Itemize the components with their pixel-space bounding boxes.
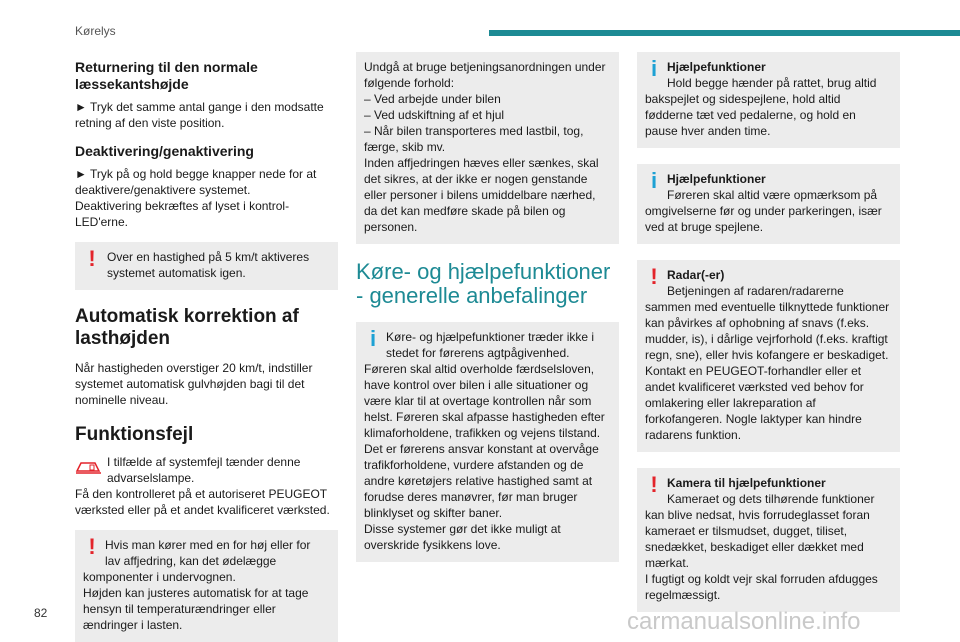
column-left (75, 52, 338, 642)
conditions-text: Undgå at bruge betjeningsanordningen under følgende forhold: – Ved arbejde under bilen – Ved udskiftning af et hjul – Når bilen transporteres med lastbil, tog, færge, skib mv. Inden affjedringen hæves eller sænkes, skal det sikres, at der ikke er nogen genstande eller personer i bilens umiddelbare nærhed, da det kan medføre skade på bilen og personen. (364, 60, 606, 234)
warning-text-camera: Kameraet og dets tilhørende funktioner kan blive nedsat, hvis forrudeglasset foran kameraet er tilsmudset, dugget, tiliset, snedækket, beskadiget eller dækket med mærkat. I fugtigt og koldt vejr skal forruden afdugges regelmæssigt. (645, 492, 878, 602)
exclamation-icon: ! (88, 246, 96, 271)
exclamation-icon: ! (650, 264, 658, 289)
warning-box-speed (75, 242, 338, 290)
info-box-assist-1 (637, 52, 900, 148)
warning-box-radar (637, 260, 900, 452)
auto-correction-text: Når hastigheden overstiger 20 km/t, indstiller systemet automatisk gulvhøjden bagi til det nominelle niveau. (75, 361, 313, 407)
fault-block (75, 454, 338, 518)
info-icon: i (650, 168, 658, 193)
info-box-assist-2 (637, 164, 900, 244)
fault-title: Funktionsfejl (75, 424, 194, 445)
page-header-title: Kørelys (75, 24, 116, 38)
exclamation-icon: ! (88, 534, 96, 559)
return-text: ► Tryk det samme antal gange i den modsatte retning af den viste position. (75, 100, 324, 130)
suspension-fault-icon (75, 457, 103, 477)
auto-correction-title: Automatisk korrektion af lasthøjden (75, 306, 299, 349)
watermark: carmanualsonline.info (627, 608, 861, 635)
deactivation-title: Deaktivering/genaktivering (75, 143, 254, 159)
header-accent-bar (489, 30, 960, 36)
warning-text-suspension: Hvis man kører med en for høj eller for lav affjedring, kan det ødelægge komponenter i undervognen. Højden kan justeres automatisk for at tage hensyn til temperaturændringer eller ændringer i lasten. (83, 538, 311, 632)
warning-box-suspension (75, 530, 338, 642)
info-box-general (356, 322, 619, 562)
fault-text: I tilfælde af systemfejl tænder denne advarselslampe. Få den kontrolleret på et autoriseret PEUGEOT værksted eller på et andet kvalificeret værksted. (75, 455, 330, 517)
warning-text-speed: Over en hastighed på 5 km/t aktiveres systemet automatisk igen. (107, 250, 310, 280)
info-icon: i (369, 326, 377, 351)
warning-title-radar: Radar(-er) (667, 268, 725, 282)
warning-title-camera: Kamera til hjælpefunktioner (667, 476, 826, 490)
return-title: Returnering til den normale læssekantshøjde (75, 59, 258, 92)
info-text-general: Køre- og hjælpefunktioner træder ikke i stedet for førerens agtpågivenhed. Føreren skal altid overholde færdselsloven, have kontrol over bilen i alle situationer og være klar til at overtage kontrollen når som helst. Føreren skal afpasse hastigheden efter klimaforholdene, trafikken og vejens tilstand. Det er førerens ansvar konstant at overvåge trafikforholdene, vurdere afstanden og de andre køretøjers relative hastighed samt at forudse deres manøvrer, før man bruger blinklyset og skifter baner. Disse systemer gør det ikke muligt at overskride fysikkens love. (364, 330, 605, 552)
info-text-assist-1: Hold begge hænder på rattet, brug altid bakspejlet og sidespejlene, hold altid fødderne tæt ved pedalerne, og hold en pause hver anden time. (645, 76, 877, 138)
exclamation-icon: ! (650, 472, 658, 497)
info-title-assist-1: Hjælpefunktioner (667, 60, 766, 74)
info-text-assist-2: Føreren skal altid være opmærksom på omgivelserne før og under parkeringen, især ved at bruge spejlene. (645, 188, 882, 234)
info-icon: i (650, 56, 658, 81)
column-middle (356, 52, 619, 562)
conditions-box (356, 52, 619, 244)
column-right (637, 52, 900, 612)
info-title-assist-2: Hjælpefunktioner (667, 172, 766, 186)
warning-box-camera (637, 468, 900, 612)
warning-text-radar: Betjeningen af radaren/radarerne sammen med eventuelle tilknyttede funktioner kan påvirkes af ophobning af snavs (f.eks. mudder, is), i dårlige vejrforhold (f.eks. kraftigt regn, sne), eller hvis kofangere er beskadiget. Kontakt en PEUGEOT-forhandler eller et andet kvalificeret værksted ved behov for omlakering eller lakreparation af forkofangeren. Nogle laktyper kan hindre radarens funktion. (645, 284, 890, 442)
deactivation-text: ► Tryk på og hold begge knapper nede for at deaktivere/genaktivere systemet. Deaktivering bekræftes af lyset i kontrol-LED'erne. (75, 167, 317, 229)
page-number: 82 (34, 606, 48, 620)
section-title: Køre- og hjælpefunktioner - generelle anbefalinger (356, 259, 611, 308)
